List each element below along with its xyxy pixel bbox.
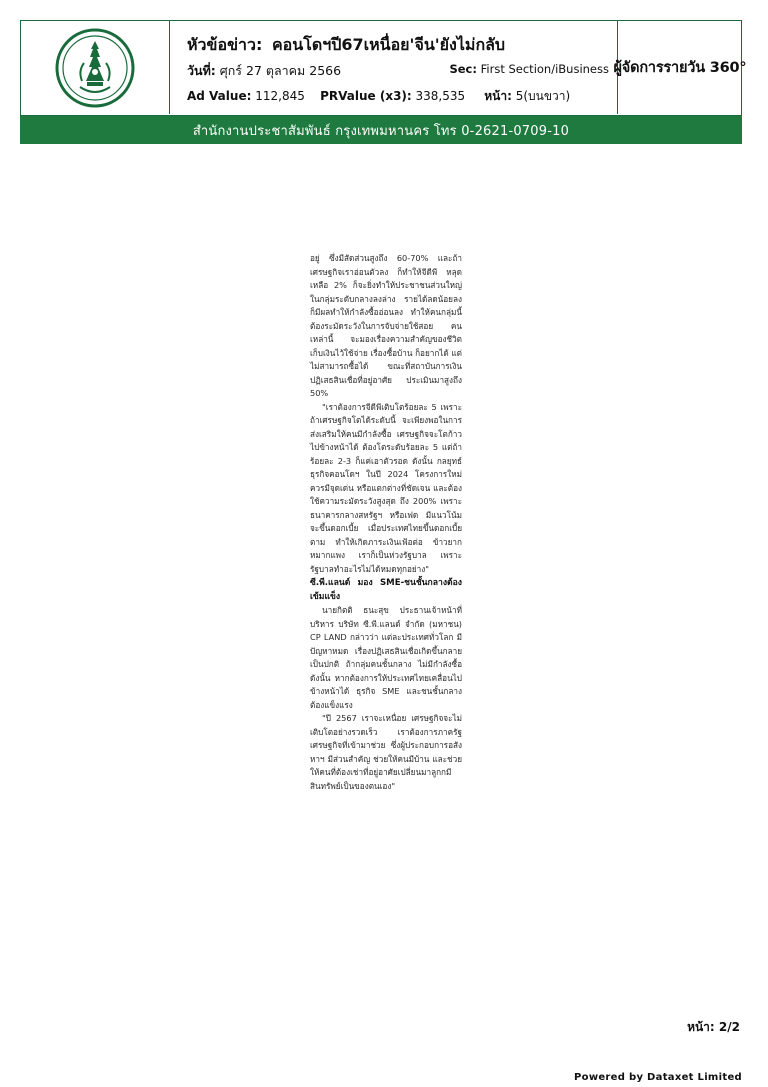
article-paragraph: "ปี 2567 เราจะเหนื่อย เศรษฐกิจจะไม่เติบโตอย่างรวดเร็ว เราต้องการภาครัฐ เศรษฐกิจที่เข้ามาช่วย ซึ่งผู้ประกอบการอสังหาฯ มีส่วนสำคัญ ช่วยให้คนมีบ้าน และช่วยให้คนที่ต้องเช่าที่อยู่อาศัยเปลี่ยนมาลูกกมีสินทรัพย์เป็นของตนเอง"	[310, 713, 462, 791]
headline-row	[187, 33, 505, 58]
publication-name: ผู้จัดการรายวัน 360°	[613, 60, 747, 76]
date-label: วันที่:	[187, 63, 216, 78]
page-label: หน้า:	[484, 89, 512, 103]
pr-value: 338,535	[415, 89, 466, 103]
contact-banner	[20, 116, 742, 144]
powered-by: Powered by Dataxet Limited	[574, 1072, 742, 1083]
publication-cell	[613, 21, 747, 114]
section-row	[449, 62, 609, 76]
logo-cell	[21, 21, 170, 114]
headline: คอนโดฯปี67เหนื่อย'จีน'ยังไม่กลับ	[271, 35, 506, 54]
contact-banner-text: สำนักงานประชาสัมพันธ์ กรุงเทพมหานคร โทร 0-2621-0709-10	[192, 123, 570, 139]
clipping-info	[171, 21, 617, 114]
pr-value-label: PRValue (x3):	[320, 89, 412, 103]
section-value: First Section/iBusiness	[480, 62, 609, 76]
section-label: Sec:	[449, 62, 477, 76]
date-value: ศุกร์ 27 ตุลาคม 2566	[219, 63, 342, 78]
article-subhead: ซี.พี.แลนด์ มอง SME-ชนชั้นกลางต้องเข้มแข็ง	[310, 578, 462, 602]
article-paragraph: อยู่ ซึ่งมีสัดส่วนสูงถึง 60-70% และถ้าเศรษฐกิจเราอ่อนตัวลง ก็ทำให้จีดีพี หลุดเหลือ 2% ก็จะยิ่งทำให้ประชาชนส่วนใหญ่ในกลุ่มระดับกลางลงล่าง รายได้ลดน้อยลง ก็มีผลทำให้กำลังซื้ออ่อนลง ทำให้คนกลุ่มนี้ ต้องระมัดระวังในการจับจ่ายใช้สอย คนเหล่านี้ จะมองเรื่องความสำคัญของชีวิต เก็บเงินไว้ใช้จ่าย เรื่องซื้อบ้าน ก็อยากได้ แต่ไม่สามารถซื้อได้ ขณะที่สถาบันการเงินปฏิเสธสินเชื่อที่อยู่อาศัย ประเมินมาสูงถึง 50%	[310, 253, 462, 398]
page-number-value: 2/2	[718, 1020, 740, 1034]
date-row	[187, 61, 341, 81]
article-column	[310, 252, 462, 793]
page-value: 5(บนขวา)	[515, 89, 571, 103]
article-paragraph: นายกิตติ ธนะสุข ประธานเจ้าหน้าที่บริหาร บริษัท ซี.พี.แลนด์ จำกัด (มหาชน) CP LAND กล่าวว่า แต่ละประเทศทั่วโลก มีปัญหาหมด เรื่องปฏิเสธสินเชื่อเกิดขึ้นกลายเป็นปกติ ถ้ากลุ่มคนชั้นกลาง ไม่มีกำลังซื้อ ดังนั้น หากต้องการให้ประเทศไทยเคลื่อนไปข้างหน้าได้ ธุรกิจ SME และชนชั้นกลาง ต้องแข็งแรง	[310, 605, 462, 710]
headline-label: หัวข้อข่าว:	[187, 35, 263, 54]
page-number-label: หน้า:	[687, 1020, 715, 1034]
clipping-header	[20, 20, 747, 116]
ad-value-label: Ad Value:	[187, 89, 252, 103]
value-row	[187, 87, 570, 106]
ad-value: 112,845	[255, 89, 305, 103]
bma-emblem-icon	[54, 27, 136, 109]
page-number	[687, 1018, 740, 1037]
article-paragraph: "เราต้องการจีดีพีเติบโตร้อยละ 5 เพราะถ้าเศรษฐกิจโตได้ระดับนี้ จะเพียงพอในการส่งเสริมให้คนมีกำลังซื้อ เศรษฐกิจจะโตก้าวไปข้างหน้าได้ ต้องโตระดับร้อยละ 5 แต่ถ้าร้อยละ 2-3 ก็แค่เอาตัวรอด ดังนั้น กลยุทธ์ธุรกิจคอนโดฯ ในปี 2024 โครงการใหม่ ควรมีจุดเด่น หรือแตกต่างที่ชัดเจน และต้องใช้ความระมัดระวังสูงสุด ถึง 200% เพราะธนาคารกลางสหรัฐฯ หรือเฟด มีแนวโน้ม จะขึ้นดอกเบี้ย เมื่อประเทศไทยขึ้นดอกเบี้ยตาม ทำให้เกิดภาระเงินเฟ้อต่อ ข้าวยากหมากแพง เราก็เป็นห่วงรัฐบาล เพราะรัฐบาลทำอะไรไม่ได้หมดทุกอย่าง"	[310, 401, 462, 574]
